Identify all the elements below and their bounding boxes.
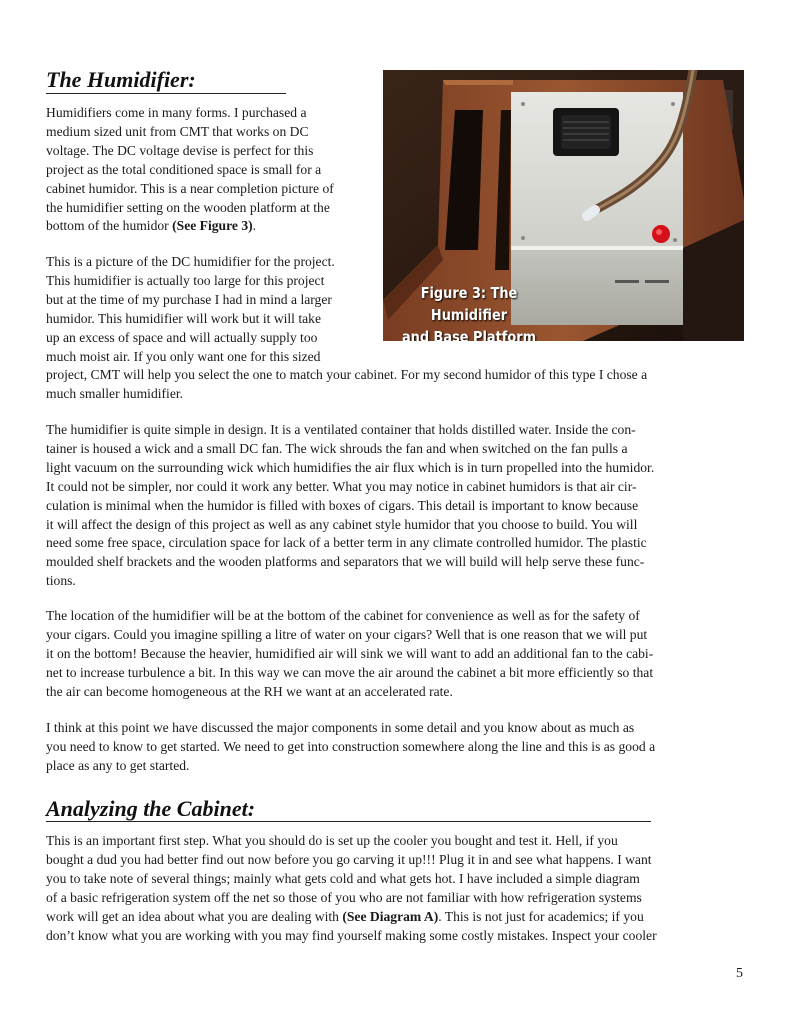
heading-underline: [46, 821, 651, 822]
text-line: This humidifier is actually too large for this project: [46, 272, 325, 288]
text-line: place as any to get started.: [46, 757, 190, 773]
page-number: 5: [736, 966, 743, 981]
section-heading-humidifier: The Humidifier:: [46, 67, 196, 92]
text-line: the humidifier setting on the wooden platform at the: [46, 199, 330, 215]
text-line: voltage. The DC voltage devise is perfect for this: [46, 142, 314, 158]
text-line: project, CMT will help you select the one to match your cabinet. For my second humidor of this type I chose a: [46, 367, 648, 383]
text-line: the air can become homogeneous at the RH we want at an accelerated rate.: [46, 683, 453, 699]
text-line: medium sized unit from CMT that works on DC: [46, 123, 309, 139]
text-line: work will get an idea about what you are dealing with (See Diagram A). This is not just for academics; if you: [46, 908, 644, 924]
text-line: need some free space, circulation space for lack of a better term in any climate controlled humidor. The plastic: [46, 535, 647, 551]
paragraph-analyzing-cabinet: [46, 832, 657, 945]
text-line: cabinet humidor. This is a near completion picture of: [46, 180, 334, 196]
diagram-reference: (See Diagram A): [342, 908, 439, 924]
paragraph-getting-started: [46, 719, 655, 776]
text-line: This is a picture of the DC humidifier for the project.: [46, 254, 335, 269]
text-line: you need to know to get started. We need to get into construction somewhere along the line and this is as good a: [46, 738, 656, 754]
text-line: project as the total conditioned space is small for a: [46, 161, 322, 177]
text-line: net to increase turbulence a bit. In this way we can move the air around the cabinet a bit more efficiently so that: [46, 664, 654, 680]
text-line: your cigars. Could you imagine spilling a litre of water on your cigars? Well that is one reason that we will put: [46, 626, 648, 642]
paragraph-humidifier-intro: [46, 104, 334, 236]
figure-reference: (See Figure 3): [172, 218, 253, 234]
text-line: humidor. This humidifier will work but it will take: [46, 310, 322, 326]
text-line: but at the time of my purchase I had in mind a larger: [46, 291, 332, 307]
text-line: up an excess of space and will actually supply too: [46, 329, 318, 345]
text-line: you to take note of several things; mainly what gets cold and what gets hot. I have included a simple diagram: [46, 870, 640, 886]
figure-caption-line-2: and Base Platform: [401, 328, 537, 341]
paragraph-dc-humidifier: [46, 253, 647, 404]
text-line: tions.: [46, 573, 76, 589]
paragraph-humidifier-location: [46, 607, 653, 702]
text-line: light vacuum on the surrounding wick which humidifies the air flux which is in turn propelled into the humidor.: [46, 459, 655, 475]
text-line: moulded shelf brackets and the wooden platforms and separators that we will build will help serve these func-: [46, 554, 645, 570]
text-line: bought a dud you had better find out now before you go carving it up!!! Plug it in and see what happens. I want: [46, 851, 652, 867]
section-heading-analyzing-cabinet: Analyzing the Cabinet:: [46, 796, 256, 821]
text-line: The humidifier is quite simple in design. It is a ventilated container that holds distilled water. Inside the con-: [46, 422, 636, 437]
text-line: This is an important first step. What you should do is set up the cooler you bought and test it. Hell, if you: [46, 833, 618, 848]
text-line: much moist air. If you only want one for this sized: [46, 348, 321, 364]
text-line: bottom of the humidor (See Figure 3).: [46, 218, 257, 234]
text-line: it on the bottom! Because the heavier, humidified air will sink we will want to add an additional fan to the cabi-: [46, 645, 654, 661]
text-line: It could not be simpler, nor could it work any better. What you may notice in cabinet humidors is that air cir-: [46, 478, 637, 494]
text-line: much smaller humidifier.: [46, 386, 184, 402]
text-line: I think at this point we have discussed the major components in some detail and you know about as much as: [46, 720, 635, 735]
text-line: Humidifiers come in many forms. I purchased a: [46, 105, 307, 120]
text-line: it will affect the design of this project as well as any cabinet style humidor that you choose to build. You will: [46, 516, 638, 532]
text-line: The location of the humidifier will be at the bottom of the cabinet for convenience as well as for the safety of: [46, 608, 640, 623]
text-line: culation is minimal when the humidor is filled with boxes of cigars. This detail is important to know because: [46, 497, 639, 513]
heading-underline: [46, 93, 286, 94]
text-line: tainer is housed a wick and a small DC fan. The wick shrouds the fan and when switched on the fan pulls a: [46, 440, 628, 456]
figure-caption-line-1: Figure 3: The Humidifier: [420, 284, 518, 324]
text-line: don’t know what you are working with you may find yourself making some costly mistakes. Inspect your cooler: [46, 927, 657, 943]
paragraph-humidifier-design: [46, 421, 654, 591]
text-line: of a basic refrigeration system off the net so those of you who are not familiar with how refrigeration systems: [46, 889, 642, 905]
